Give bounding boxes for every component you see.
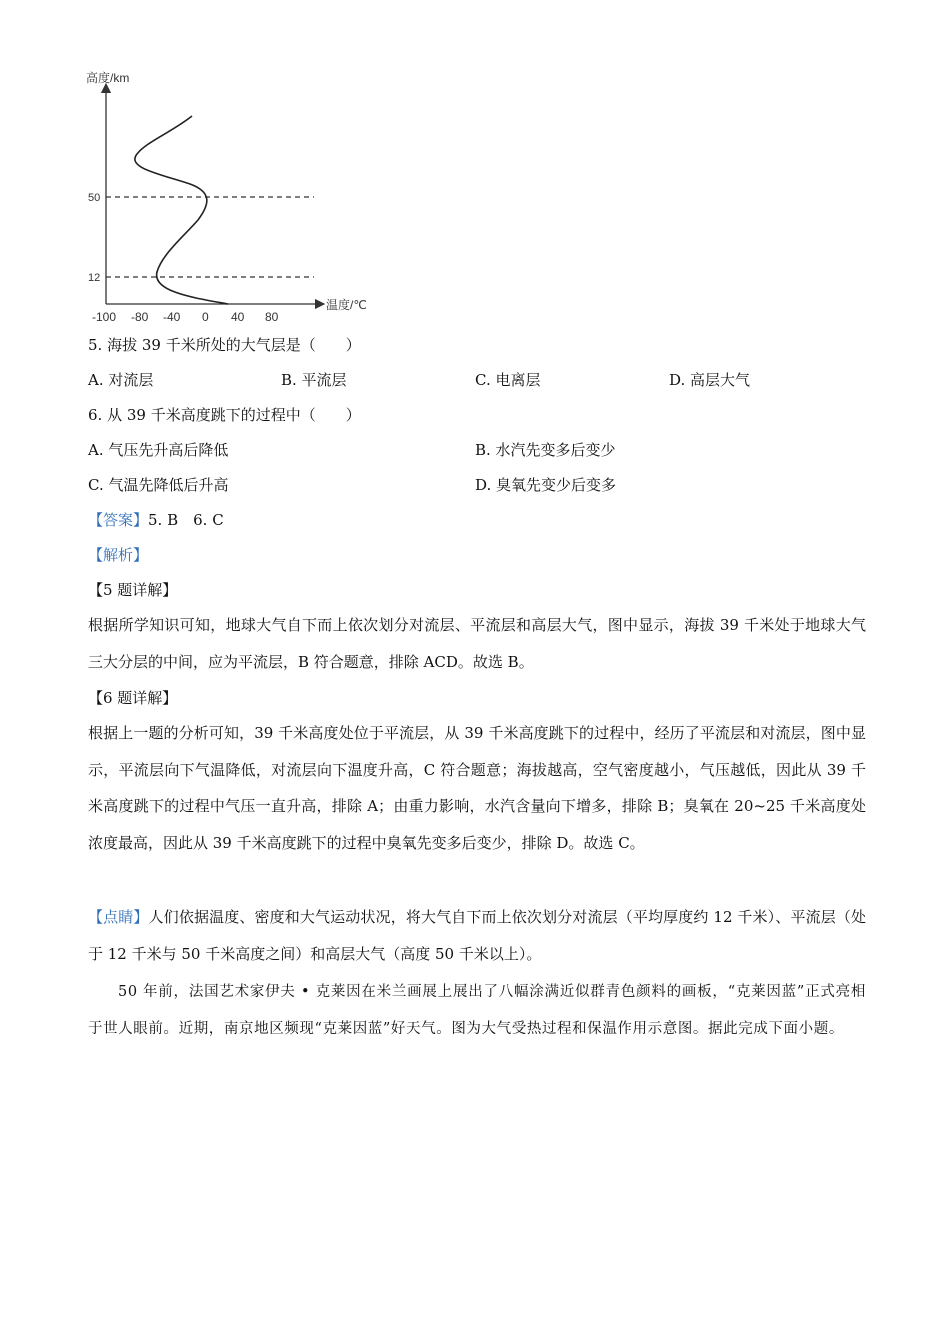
y-tick-50: 50 [88,192,101,204]
analysis-tag: 【解析】 [88,546,149,564]
x-tick: 0 [202,310,209,324]
q5-option-a: A. 对流层 [88,371,154,389]
q6-option-c: C. 气温先降低后升高 [88,476,229,494]
q5-detail-text: 根据所学知识可知，地球大气自下而上依次划分对流层、平流层和高层大气，图中显示，海拔 39 千米处于地球大气三大分层的中间，应为平流层，B 符合题意，排除 ACD。故选 B。 [88,616,866,671]
tip-paragraph [88,899,866,972]
x-tick: -80 [131,310,149,324]
question-6-stem: 6. 从 39 千米高度跳下的过程中（ ） [88,406,361,424]
q6-option-b: B. 水汽先变多后变少 [475,441,616,459]
q6-detail-heading: 【6 题详解】 [88,689,178,707]
q5-option-b: B. 平流层 [281,371,347,389]
q5-detail-heading: 【5 题详解】 [88,581,178,599]
tip-text: 人们依据温度、密度和大气运动状况，将大气自下而上依次划分对流层（平均厚度约 12 千米）、平流层（处于 12 千米与 50 千米高度之间）和高层大气（高度 50 千米以上）。 [88,908,866,963]
y-axis-label: 高度/km [86,71,130,85]
x-axis-label: 温度/℃ [326,298,367,312]
temperature-curve [135,116,228,304]
q6-option-a: A. 气压先升高后降低 [88,441,229,459]
chart-canvas [80,62,380,324]
x-tick: -40 [163,310,181,324]
x-tick: -100 [92,310,117,324]
temperature-altitude-chart [80,62,380,324]
answer-tag: 【答案】 [88,511,149,529]
q5-option-d: D. 高层大气 [669,371,751,389]
q5-option-c: C. 电离层 [475,371,541,389]
q6-detail-text: 根据上一题的分析可知，39 千米高度处位于平流层，从 39 千米高度跳下的过程中，经历了平流层和对流层，图中显示，平流层向下气温降低，对流层向下温度升高，C 符合题意；海拔越高，空气密度越小，气压越低，因此从 39 千米高度跳下的过程中气压一直升高，排除 A；由重力影响，水汽含量向下增多，排除 B；臭氧在 20~25 千米高度处浓度最高，因此从 39 千米高度跳下的过程中臭氧先变多后变少，排除 D。故选 C。 [88,724,866,852]
y-tick-12: 12 [88,272,101,284]
q6-option-d: D. 臭氧先变少后变多 [475,476,617,494]
x-tick: 40 [231,310,245,324]
tip-tag: 【点睛】 [88,908,149,926]
answer-line [88,509,224,531]
answer-text: 5. B 6. C [148,511,224,529]
question-5-stem: 5. 海拔 39 千米所处的大气层是（ ） [88,336,361,354]
next-question-passage: 50 年前，法国艺术家伊夫 • 克莱因在米兰画展上展出了八幅涂满近似群青色颜料的画板，“克莱因蓝”正式亮相于世人眼前。近期，南京地区频现“克莱因蓝”好天气。图为大气受热过程和保温作用示意图。据此完成下面小题。 [88,984,866,1037]
x-tick: 80 [265,310,279,324]
